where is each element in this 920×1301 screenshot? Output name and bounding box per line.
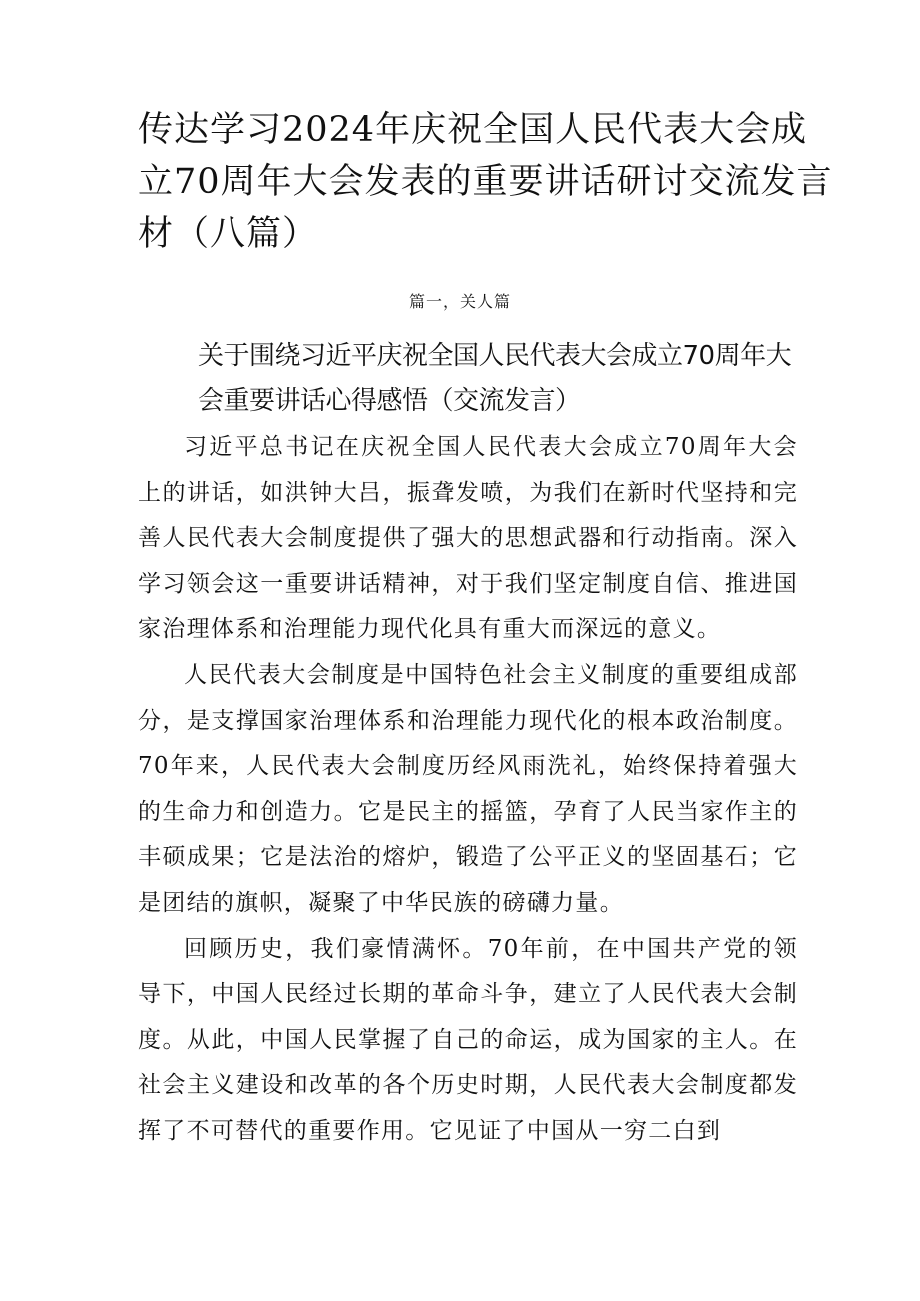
article-heading: 关于围绕习近平庆祝全国人民代表大会成立70周年大会重要讲话心得感悟（交流发言）	[198, 341, 792, 416]
body-paragraph-1: 习近平总书记在庆祝全国人民代表大会成立70周年大会上的讲话，如洪钟大吕，振聋发喷，为我们在新时代坚持和完善人民代表大会制度提供了强大的思想武器和行动指南。深入学习领会这一重要讲话精神，对于我们坚定制度自信、推进国家治理体系和治理能力现代化具有重大而深远的意义。	[138, 434, 798, 643]
article-body	[138, 425, 798, 1155]
document-title: 传达学习2024年庆祝全国人民代表大会成立70周年大会发表的重要讲话研讨交流发言材（八篇）	[138, 110, 833, 254]
body-paragraph-3: 回顾历史，我们豪情满怀。70年前，在中国共产党的领导下，中国人民经过长期的革命斗争，建立了人民代表大会制度。从此，中国人民掌握了自己的命运，成为国家的主人。在社会主义建设和改革的各个历史时期，人民代表大会制度都发挥了不可替代的重要作用。它见证了中国从一穷二白到	[138, 935, 798, 1144]
body-paragraph-2: 人民代表大会制度是中国特色社会主义制度的重要组成部分，是支撑国家治理体系和治理能力现代化的根本政治制度。70年来，人民代表大会制度历经风雨洗礼，始终保持着强大的生命力和创造力。它是民主的摇篮，孕育了人民当家作主的丰硕成果；它是法治的熔炉，锻造了公平正义的坚固基石；它是团结的旗帜，凝聚了中华民族的磅礴力量。	[138, 661, 798, 916]
chapter-label: 篇一，关人篇	[408, 292, 511, 311]
